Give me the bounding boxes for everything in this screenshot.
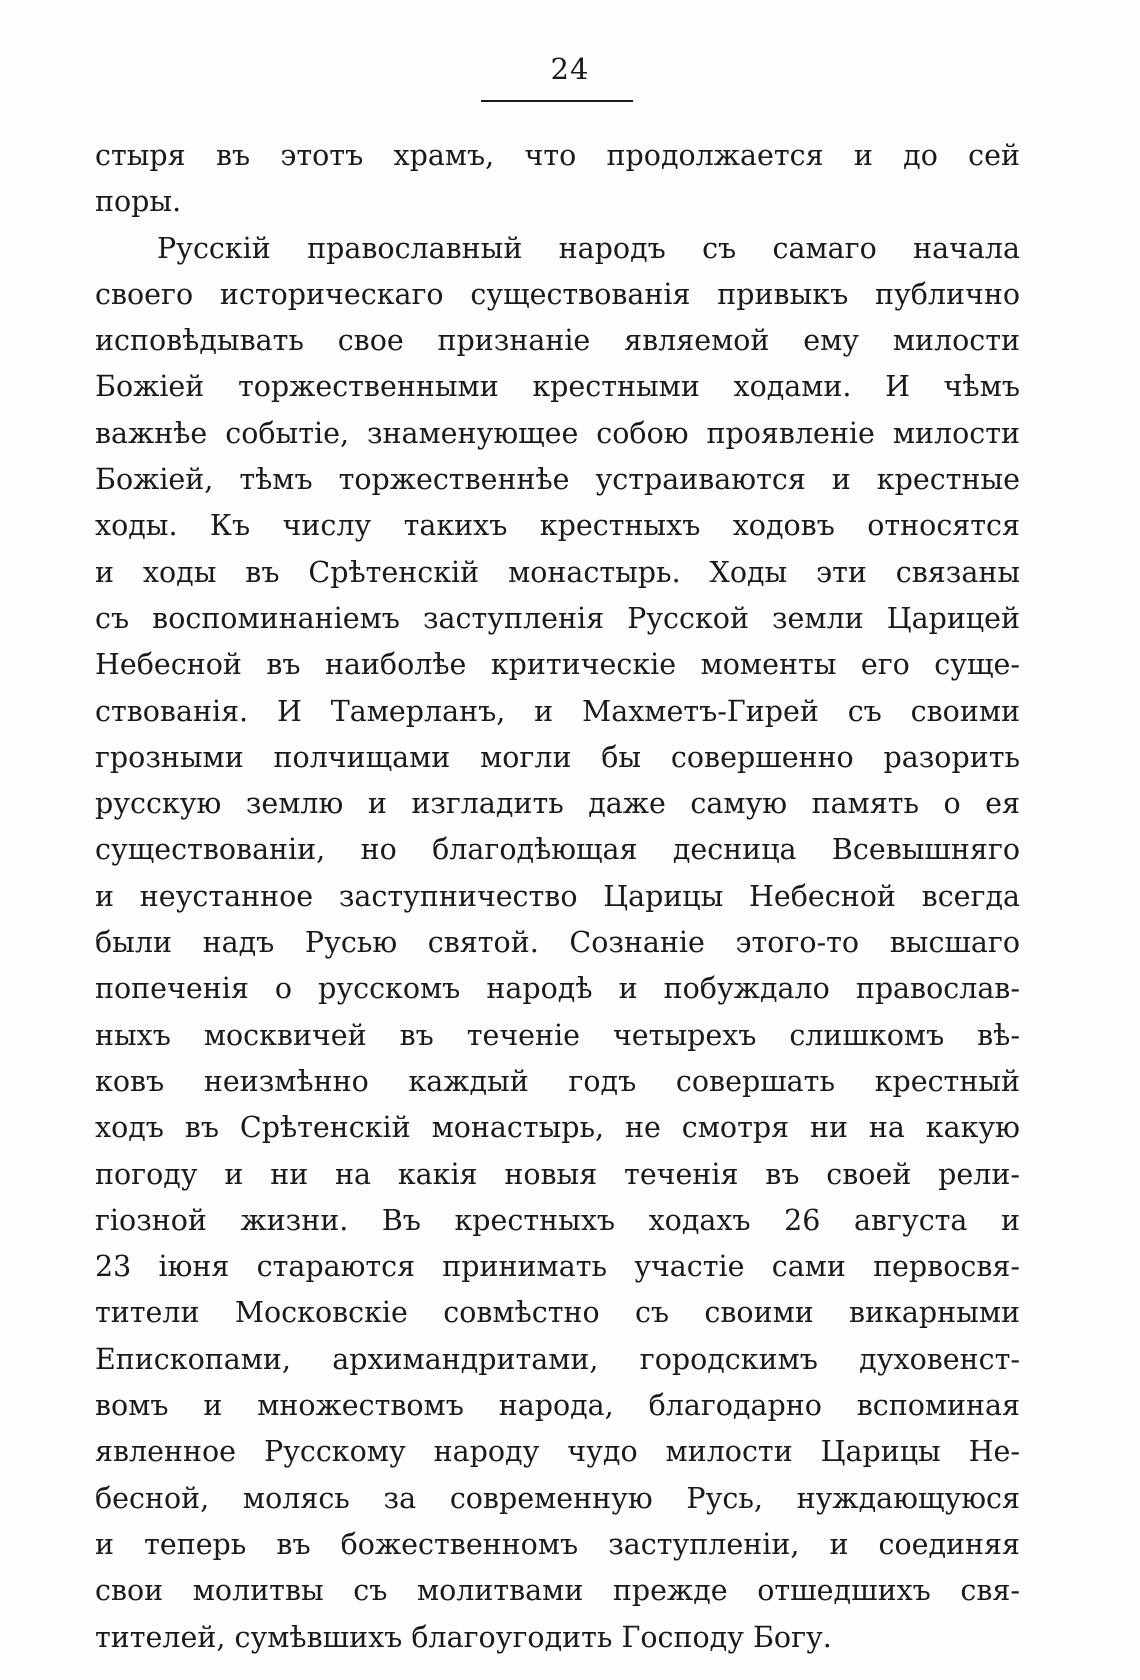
text-line: свои молитвы съ молитвами прежде отшедшихъ свя- bbox=[95, 1574, 1020, 1608]
text-line: и ходы въ Срѣтенскій монастырь. Ходы эти связаны bbox=[95, 555, 1020, 589]
text-line: Божіей торжественными крестными ходами. И чѣмъ bbox=[95, 370, 1020, 404]
text-line: Небесной въ наиболѣе критическіе моменты его суще- bbox=[95, 648, 1020, 682]
text-line: вомъ и множествомъ народа, благодарно вспоминая bbox=[95, 1389, 1020, 1423]
text-line: ходъ въ Срѣтенскій монастырь, не смотря ни на какую bbox=[95, 1111, 1020, 1145]
text-line: бесной, молясь за современную Русь, нуждающуюся bbox=[95, 1481, 1020, 1515]
text-line: гіозной жизни. Въ крестныхъ ходахъ 26 августа и bbox=[95, 1203, 1020, 1237]
text-line: важнѣе событіе, знаменующее собою проявленіе милости bbox=[95, 416, 1020, 450]
text-line: ковъ неизмѣнно каждый годъ совершать крестный bbox=[95, 1064, 1020, 1098]
text-line: своего историческаго существованія привыкъ публично bbox=[95, 277, 1020, 311]
text-line: съ воспоминаніемъ заступленія Русской земли Царицей bbox=[95, 601, 1020, 635]
text-line: существованіи, но благодѣющая десница Всевышняго bbox=[95, 833, 1020, 867]
text-line: ходы. Къ числу такихъ крестныхъ ходовъ относятся bbox=[95, 509, 1020, 543]
page-text bbox=[95, 133, 1020, 1661]
text-line: и теперь въ божественномъ заступленіи, и соединяя bbox=[95, 1527, 1020, 1561]
text-line: ствованія. И Тамерланъ, и Махметъ-Гирей съ своими bbox=[95, 694, 1020, 728]
text-line: попеченія о русскомъ народѣ и побуждало православ- bbox=[95, 972, 1020, 1006]
text-line: Божіей, тѣмъ торжественнѣе устраиваются и крестные bbox=[95, 463, 1020, 497]
text-line: исповѣдывать свое признаніе являемой ему милости bbox=[95, 324, 1020, 358]
text-line: поры. bbox=[95, 185, 182, 219]
text-line: явленное Русскому народу чудо милости Царицы Не- bbox=[95, 1435, 1020, 1469]
text-line: тители Московскіе совмѣстно съ своими викарными bbox=[95, 1296, 1020, 1330]
text-line: Епископами, архимандритами, городскимъ духовенст- bbox=[95, 1342, 1020, 1376]
text-line: ныхъ москвичей въ теченіе четырехъ слишкомъ вѣ- bbox=[95, 1018, 1020, 1052]
paragraph-start-line: Русскій православный народъ съ самаго начала bbox=[157, 231, 1020, 265]
page-number-rule bbox=[481, 100, 633, 102]
text-line: грозными полчищами могли бы совершенно разорить bbox=[95, 740, 1020, 774]
text-line: были надъ Русью святой. Сознаніе этого-то высшаго bbox=[95, 926, 1020, 960]
text-line: стыря въ этотъ храмъ, что продолжается и до сей bbox=[95, 139, 1020, 172]
text-line: 23 іюня стараются принимать участіе сами первосвя- bbox=[95, 1250, 1020, 1284]
text-line: тителей, сумѣвшихъ благоугодить Господу Богу. bbox=[95, 1620, 832, 1654]
text-line: русскую землю и изгладить даже самую память о ея bbox=[95, 787, 1020, 821]
text-line: и неустанное заступничество Царицы Небесной всегда bbox=[95, 879, 1020, 913]
page-number: 24 bbox=[550, 52, 590, 86]
text-line: погоду и ни на какія новыя теченія въ своей рели- bbox=[95, 1157, 1020, 1191]
